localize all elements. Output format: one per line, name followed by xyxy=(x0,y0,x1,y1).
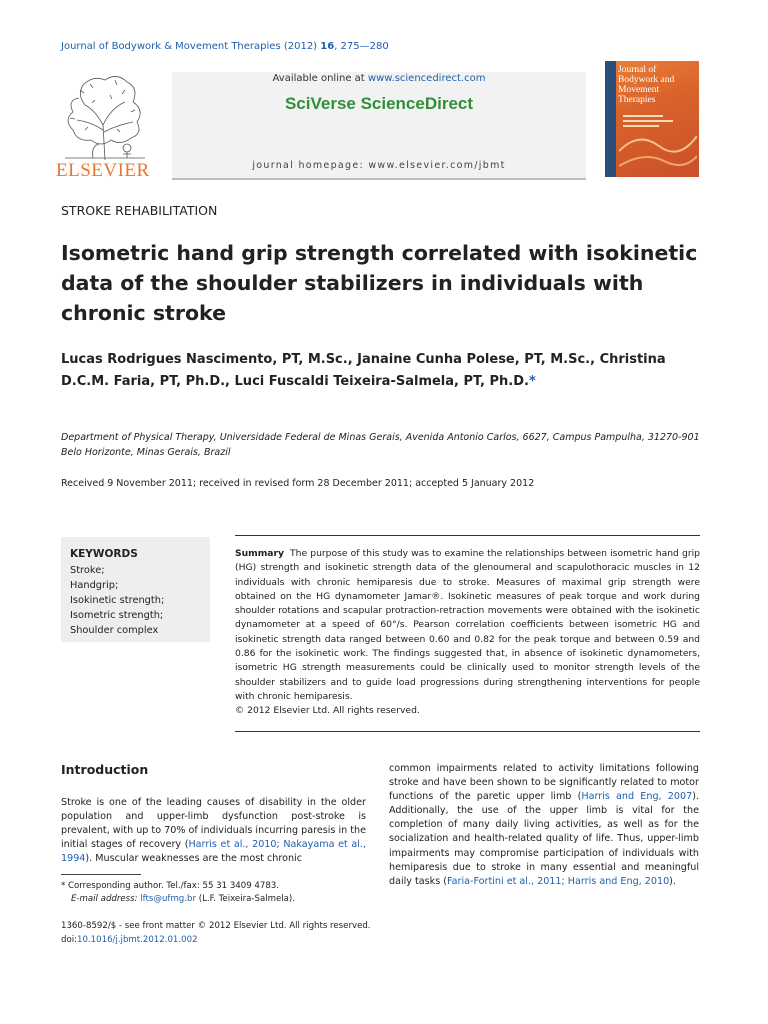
intro-text: ). Muscular weaknesses are the most chronic xyxy=(85,853,302,865)
elsevier-tree-logo xyxy=(55,70,155,162)
corresponding-author-mark[interactable]: * xyxy=(528,374,536,389)
summary-label: Summary xyxy=(235,548,285,559)
cover-title: Journal of Bodywork and Movement Therapies xyxy=(618,65,675,105)
available-online-line xyxy=(172,73,586,84)
footnote-rule xyxy=(61,874,141,875)
available-online-label: Available online at xyxy=(272,73,368,84)
journal-reference[interactable] xyxy=(61,41,389,52)
received-dates: Received 9 November 2011; received in revised form 28 December 2011; accepted 5 January 2012 xyxy=(61,478,535,489)
introduction-heading: Introduction xyxy=(61,762,149,777)
citation-link[interactable]: Harris et al., 2010; Nakayama et al., 1994 xyxy=(61,839,366,865)
doi-link[interactable]: 10.1016/j.jbmt.2012.01.002 xyxy=(77,934,198,945)
citation-link[interactable]: Faria-Fortini et al., 2011; Harris and Eng, 2010 xyxy=(447,875,670,887)
keywords-heading: KEYWORDS xyxy=(70,548,138,560)
section-label: STROKE REHABILITATION xyxy=(61,203,218,218)
abstract-copyright: © 2012 Elsevier Ltd. All rights reserved. xyxy=(235,705,420,717)
corresponding-author-note: * Corresponding author. Tel./fax: 55 31 3409 4783. xyxy=(61,881,280,891)
keyword: Shoulder complex xyxy=(70,625,159,636)
issn-line: 1360-8592/$ - see front matter © 2012 Elsevier Ltd. All rights reserved. xyxy=(61,921,371,931)
email-suffix: (L.F. Teixeira-Salmela). xyxy=(196,894,295,904)
keyword: Handgrip; xyxy=(70,580,119,591)
journal-homepage[interactable]: journal homepage: www.elsevier.com/jbmt xyxy=(252,160,506,171)
affiliation: Department of Physical Therapy, Universidade Federal de Minas Gerais, Avenida Antonio Carlos, 6627, Campus Pampulha, 31270-901 Belo Horizonte, Minas Gerais, Brazil xyxy=(61,432,700,458)
issn-block xyxy=(61,920,371,947)
intro-text: ). xyxy=(669,875,676,887)
keyword: Isokinetic strength; xyxy=(70,595,165,606)
intro-text: ). Additionally, the use of the upper limb is vital for the completion of many daily living activities, as well as for the socialization and health-related quality of life. Thus, upper-limb impairments may compromise participation of individuals with hemiparesis due to stroke in many essential and meaningful daily tasks ( xyxy=(389,791,700,887)
intro-text: common impairments related to activity limitations following stroke and have been shown to be significantly related to motor functions of the paretic upper limb ( xyxy=(389,763,699,803)
journal-pages: , 275—280 xyxy=(334,41,389,52)
cover-strip xyxy=(605,61,616,177)
journal-header-box xyxy=(172,72,586,180)
abstract-top-rule xyxy=(235,535,700,536)
keywords-list xyxy=(70,563,164,638)
author-list: Lucas Rodrigues Nascimento, PT, M.Sc., Janaine Cunha Polese, PT, M.Sc., Christina D.C.M. Faria, PT, Ph.D., Luci Fuscaldi Teixeira-Salmela, PT, Ph.D. xyxy=(61,352,666,389)
cover-artwork xyxy=(619,111,697,171)
intro-text: Stroke is one of the leading causes of disability in the older population and upper-limb dysfunction post-stroke is prevalent, with up to 70% of individuals incurring paresis in the initial stages of recovery ( xyxy=(61,797,366,851)
journal-cover-image xyxy=(605,61,699,177)
abstract-text: The purpose of this study was to examine the relationships between isometric hand grip (HG) strength and isokinetic strength data of the glenoumeral and scapulothoracic muscles in 12 individuals with chronic hemiparesis due to stroke. Measures of maximal grip strength were obtained on the HG dynamometer Jamar®. Isokinetic measures of peak torque and work during shoulder rotations and scapular protraction-retraction movements were obtained with the isokinetic dynamometer at a speed of 60°/s. Pearson correlation coefficients between isometric HG and isokinetic strength data ranged between 0.60 and 0.82 for the peak torque and between 0.59 and 0.86 for the isokinetic work. The findings suggested that, in absence of isokinetic dynamometers, isometric HG strength measurements could be clinically used to monitor strength levels of the shoulder stabilizers and to guide load progressions during strengthening interventions for people with chronic hemiparesis. xyxy=(235,548,700,702)
article-title: Isometric hand grip strength correlated with isokinetic data of the shoulder stabilizers in individuals with chronic stroke xyxy=(61,241,698,325)
sciencedirect-link[interactable]: www.sciencedirect.com xyxy=(367,73,486,84)
keyword: Stroke; xyxy=(70,565,105,576)
email-link[interactable]: lfts@ufmg.br xyxy=(140,894,196,904)
introduction-right-column xyxy=(389,762,699,889)
elsevier-wordmark: ELSEVIER xyxy=(56,160,150,181)
footnote xyxy=(61,880,366,906)
doi-label: doi: xyxy=(61,934,77,945)
journal-volume: 16 xyxy=(320,41,335,52)
introduction-left-column xyxy=(61,796,366,866)
abstract xyxy=(235,547,700,719)
sciverse-sciencedirect-logo: SciVerse ScienceDirect xyxy=(284,94,474,113)
abstract-bottom-rule xyxy=(235,731,700,732)
keyword: Isometric strength; xyxy=(70,610,164,621)
journal-reference-prefix: Journal of Bodywork & Movement Therapies (2012) xyxy=(61,41,321,52)
citation-link[interactable]: Harris and Eng, 2007 xyxy=(581,791,693,803)
authors xyxy=(61,349,711,393)
keywords-box xyxy=(61,537,210,642)
email-label: E-mail address: xyxy=(71,894,138,904)
